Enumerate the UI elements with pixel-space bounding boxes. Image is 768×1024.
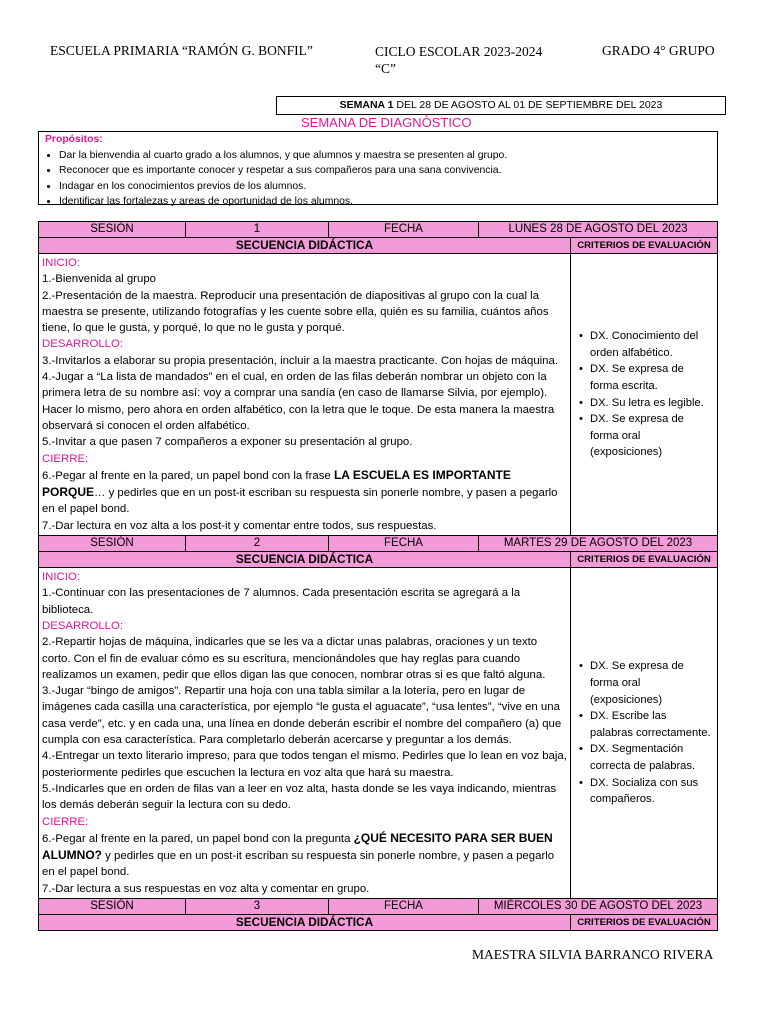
sequence-label: SECUENCIA DIDÁCTICA: [39, 552, 571, 568]
session-label: SESIÓN: [39, 536, 186, 552]
sessions-table: [38, 221, 718, 931]
activity-item: 5.-Invitar a que pasen 7 compañeros a exponer su presentación al grupo.: [42, 436, 413, 449]
purpose-item: • Dar la bienvendia al cuarto grado a los alumnos, y que alumnos y maestra se presenten al grupo.: [59, 148, 717, 164]
criteria-label: CRITERIOS DE EVALUACIÓN: [571, 238, 718, 254]
purposes-box: [38, 131, 718, 205]
session-number: 2: [186, 536, 329, 552]
activity-item: 4.-Jugar a “La lista de mandados” en el cual, en orden de las filas deberán nombrar un objeto con la primera letra de su nombre así: voy a comprar una sandía (en caso de llamarse Silvia, por ejemplo). Hacer lo mismo, pero ahora en orden alfabético, con la letra que le toque. De esta manera la maestra observará si conocen el orden alfabético.: [42, 371, 555, 432]
activity-item: 3.-Invitarlos a elaborar su propia presentación, incluir a la maestra practicante. Con hojas de máquina.: [42, 354, 559, 367]
date-label: FECHA: [329, 898, 479, 914]
criteria-list: [575, 658, 711, 807]
phase-inicio: INICIO:: [42, 257, 80, 269]
phase-inicio: INICIO:: [42, 571, 80, 584]
activity-text: 6.-Pegar al frente en la pared, un papel bond con la frase: [42, 469, 334, 482]
criteria-item: • DX. Socializa con sus compañeros.: [590, 775, 711, 808]
session-label: SESIÓN: [39, 222, 186, 238]
criteria-item: • DX. Conocimiento del orden alfabético.: [590, 328, 711, 361]
activity-text: 6.-Pegar al frente en la pared, un papel bond con la pregunta: [42, 832, 354, 845]
activity-item: 2.-Presentación de la maestra. Reproducir una presentación de diapositivas al grupo con la cual la maestra se presente, utilizando fotografías y les cuente sobre ella, quién es su familia, cuántos años tiene, lo que le gusta, y porqué, lo que no le gusta y porqué.: [42, 289, 549, 335]
activity-emphasis: LA ESCUELA ES IMPORTANTE PORQUE: [42, 467, 511, 500]
criteria-item: • DX. Se expresa de forma oral (exposiciones): [590, 658, 711, 708]
activity-item: [42, 467, 567, 518]
purpose-item: • Reconocer que es importante conocer y respetar a sus compañeros para una sana convivencia.: [59, 163, 717, 179]
session-date: LUNES 28 DE AGOSTO DEL 2023: [479, 222, 718, 238]
activity-text: … y pedirles que en un post-it escriban su respuesta sin ponerle nombre, y pasen a pegarlo en el papel bond.: [42, 487, 558, 516]
sequence-label: SECUENCIA DIDÁCTICA: [39, 914, 571, 930]
criteria-content: [571, 568, 718, 899]
activity-item: 7.-Dar lectura a sus respuestas en voz alta y comentar en grupo.: [42, 882, 370, 895]
criteria-item: • DX. Se expresa de forma escrita.: [590, 361, 711, 394]
purposes-list: [39, 148, 717, 210]
week-label: SEMANA 1: [339, 99, 394, 111]
purpose-item: • Indagar en los conocimientos previos de los alumnos.: [59, 179, 717, 195]
session-header-row: [39, 536, 718, 552]
activity-item: 1.-Continuar con las presentaciones de 7 alumnos. Cada presentación escrita se agregará a la biblioteca.: [42, 587, 521, 616]
criteria-label: CRITERIOS DE EVALUACIÓN: [571, 914, 718, 930]
criteria-label: CRITERIOS DE EVALUACIÓN: [571, 552, 718, 568]
school-name: ESCUELA PRIMARIA “RAMÓN G. BONFIL”: [50, 43, 313, 58]
activity-item: 5.-Indicarles que en orden de filas van a leer en voz alta, hasta donde se les vaya indicando, mientras los demás deberán seguir la lectura con su dedo.: [42, 782, 557, 812]
session-number: 3: [186, 898, 329, 914]
teacher-name: MAESTRA SILVIA BARRANCO RIVERA: [472, 947, 714, 962]
session-body-row: [39, 568, 718, 899]
phase-desarrollo: DESARROLLO:: [42, 619, 124, 632]
date-label: FECHA: [329, 222, 479, 238]
week-banner: [276, 96, 726, 115]
criteria-item: • DX. Segmentación correcta de palabras.: [590, 741, 711, 774]
sequence-content: [39, 568, 571, 899]
sequence-label: SECUENCIA DIDÁCTICA: [39, 238, 571, 254]
activity-item: 1.-Bienvenida al grupo: [42, 273, 156, 286]
session-header-row: [39, 898, 718, 914]
phase-cierre: CIERRE:: [42, 452, 89, 465]
purposes-title: Propósitos:: [45, 134, 103, 145]
purpose-item: • Identificar las fortalezas y areas de oportunidad de los alumnos.: [59, 194, 717, 210]
sequence-content: [39, 254, 571, 536]
phase-desarrollo: DESARROLLO:: [42, 338, 124, 351]
group-letter: “C”: [375, 61, 396, 76]
activity-item: 7.-Dar lectura en voz alta a los post-it y comentar entre todos, sus respuestas.: [42, 519, 437, 532]
sequence-header-row: [39, 552, 718, 568]
session-header-row: [39, 222, 718, 238]
activity-item: [42, 830, 567, 881]
phase-cierre: CIERRE:: [42, 815, 89, 828]
activity-item: 4.-Entregar un texto literario impreso, para que todos tengan el mismo. Pedirles que lo lean en voz baja, posteriormente pedirles que escuchen la lectura en voz alta que hará su maestra.: [42, 750, 567, 779]
criteria-item: • DX. Se expresa de forma oral (exposiciones): [590, 411, 711, 461]
activity-text: y pedirles que en un post-it escriban su respuesta sin ponerle nombre, y pasen a pegarlo en el papel bond.: [42, 850, 555, 879]
session-label: SESIÓN: [39, 898, 186, 914]
sequence-header-row: [39, 238, 718, 254]
date-label: FECHA: [329, 536, 479, 552]
criteria-item: • DX. Escribe las palabras correctamente.: [590, 708, 711, 741]
session-body-row: [39, 254, 718, 536]
session-date: MARTES 29 DE AGOSTO DEL 2023: [479, 536, 718, 552]
activity-emphasis: ¿QUÉ NECESITO PARA SER BUEN ALUMNO?: [42, 830, 553, 863]
session-date: MIÉRCOLES 30 DE AGOSTO DEL 2023: [479, 898, 718, 914]
cycle-text: CICLO ESCOLAR 2023-2024: [375, 44, 543, 59]
school-cycle: [375, 43, 542, 77]
week-subtitle: SEMANA DE DIAGNÒSTICO: [301, 115, 472, 130]
activity-item: 2.-Repartir hojas de máquina, indicarles que se les va a dictar unas palabras, oraciones y un texto corto. Con el fin de evaluar cómo es su escritura, mencionándoles que hay reglas para cuando realizamos un examen, pedir que ellos digan las que conocen, nombrar otras si es que faltó alguna.: [42, 636, 546, 681]
criteria-item: • DX. Su letra es legible.: [590, 395, 711, 412]
criteria-content: [571, 254, 718, 536]
activity-item: 3.-Jugar “bingo de amigos”. Repartir una hoja con una tabla similar a la lotería, pero en lugar de imágenes cada casilla una característica, por ejemplo “le gusta el aguacate”, “usa lentes”, “vive en una casa verde”, etc. y en cada una, una línea en donde deberán escribir el nombre del compañero (a) que cumpla con esa característica. Para completarlo deberán acercarse y preguntar a los demás.: [42, 685, 562, 747]
sequence-header-row: [39, 914, 718, 930]
grade-group: GRADO 4° GRUPO: [602, 43, 715, 58]
criteria-list: [575, 328, 711, 461]
week-dates: DEL 28 DE AGOSTO AL 01 DE SEPTIEMBRE DEL 2023: [393, 99, 663, 111]
session-number: 1: [186, 222, 329, 238]
